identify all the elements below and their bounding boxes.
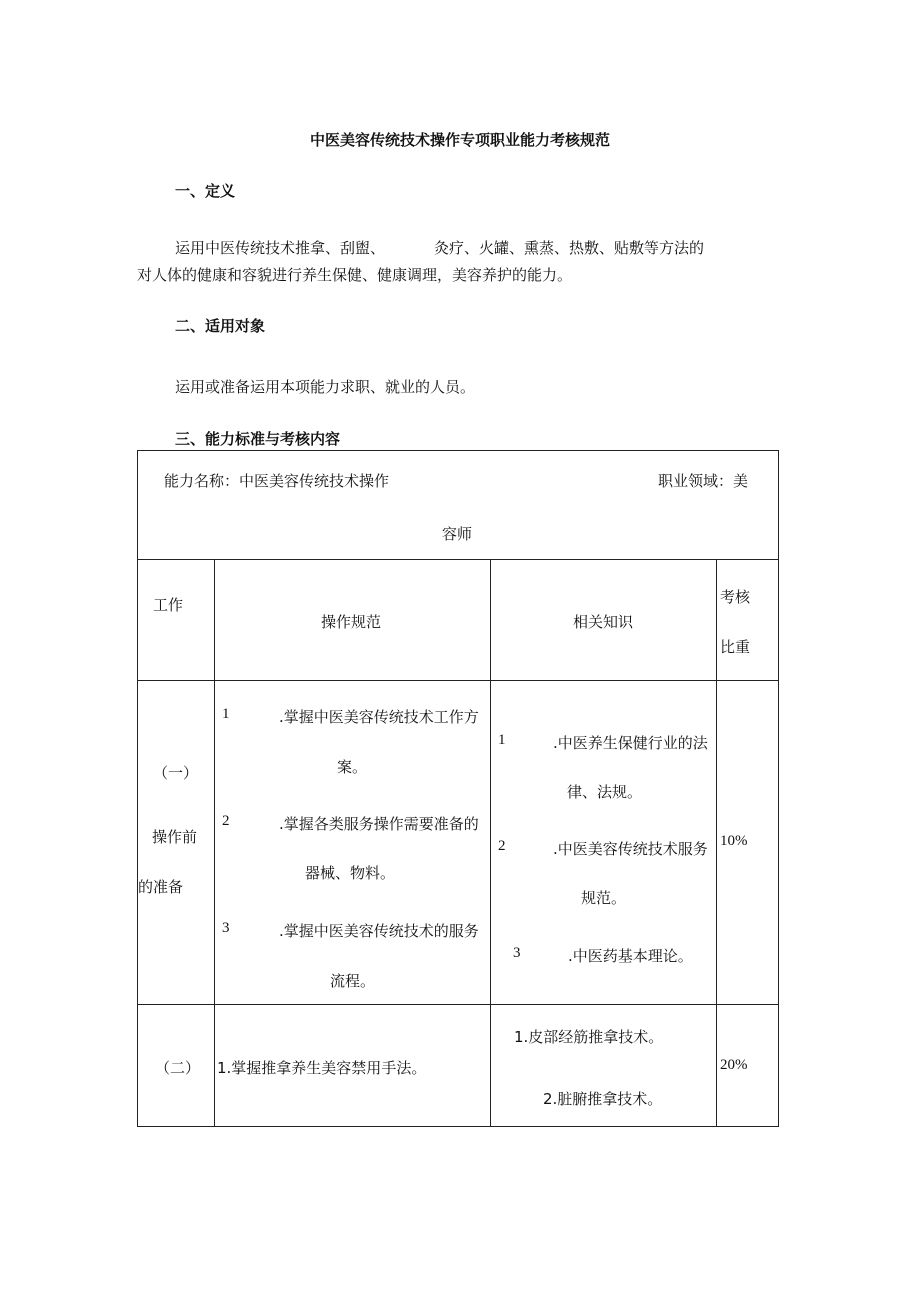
ability-name: 能力名称：中医美容传统技术操作 <box>164 472 390 490</box>
row1-know-1-line1: .中医养生保健行业的法 <box>553 734 708 752</box>
section-3-heading: 三、能力标准与考核内容 <box>175 430 341 448</box>
row1-know-num-3: 3 <box>513 945 521 961</box>
row1-know-2-line2: 规范。 <box>581 889 627 907</box>
occupation-field-cont: 容师 <box>442 525 473 543</box>
row1-know-3-line1: .中医药基本理论。 <box>568 947 693 965</box>
header-weight-2: 比重 <box>720 638 751 656</box>
row1-spec-2-line1: .掌握各类服务操作需要准备的 <box>279 815 479 833</box>
row2-knowledge-2: 2.脏腑推拿技术。 <box>543 1090 663 1108</box>
row1-spec-3-line2: 流程。 <box>330 972 376 990</box>
row2-knowledge-1: 1.皮部经筋推拿技术。 <box>514 1028 664 1046</box>
target-audience-text: 运用或准备运用本项能力求职、就业的人员。 <box>175 378 476 396</box>
section-2-heading: 二、适用对象 <box>175 317 266 335</box>
row1-know-num-2: 2 <box>498 838 506 854</box>
row1-know-num-1: 1 <box>498 732 506 748</box>
row1-know-2-line1: .中医美容传统技术服务 <box>553 840 708 858</box>
header-spec: 操作规范 <box>321 613 382 631</box>
row1-spec-1-line2: 案。 <box>337 758 368 776</box>
occupation-field: 职业领域：美 <box>658 472 749 490</box>
header-knowledge: 相关知识 <box>573 613 634 631</box>
definition-line-2: 对人体的健康和容貌进行养生保健、健康调理，美容养护的能力。 <box>137 266 573 284</box>
row1-know-1-line2: 律、法规。 <box>567 783 643 801</box>
header-weight-1: 考核 <box>720 588 751 606</box>
row1-work-3: 的准备 <box>138 878 184 896</box>
row2-weight: 20% <box>720 1057 748 1073</box>
page-title: 中医美容传统技术操作专项职业能力考核规范 <box>309 131 610 149</box>
header-work: 工作 <box>153 596 184 614</box>
row1-work-1: （一） <box>153 764 199 782</box>
definition-line-1a: 运用中医传统技术推拿、刮盥、 <box>175 239 386 257</box>
section-1-heading: 一、定义 <box>175 182 236 200</box>
definition-line-1b: 灸疗、火罐、熏蒸、热敷、贴敷等方法的 <box>434 239 705 257</box>
row1-weight: 10% <box>720 833 748 849</box>
row1-spec-3-line1: .掌握中医美容传统技术的服务 <box>279 922 479 940</box>
row1-spec-1-line1: .掌握中医美容传统技术工作方 <box>279 708 479 726</box>
row1-work-2: 操作前 <box>152 828 198 846</box>
row1-spec-num-2: 2 <box>222 813 230 829</box>
row2-spec: 1.掌握推拿养生美容禁用手法。 <box>217 1059 427 1077</box>
row1-spec-num-1: 1 <box>222 706 230 722</box>
row1-spec-2-line2: 器械、物料。 <box>305 864 396 882</box>
row1-spec-num-3: 3 <box>222 920 230 936</box>
row2-work: （二） <box>155 1059 201 1077</box>
